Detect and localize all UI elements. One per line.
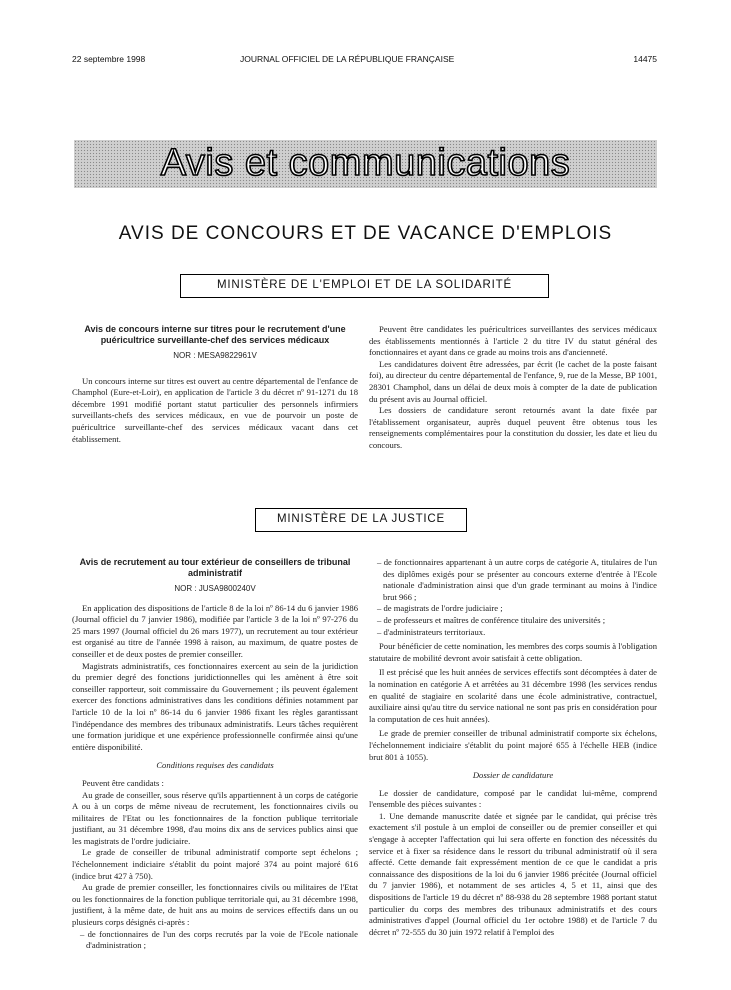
paragraph: Magistrats administratifs, ces fonctionnaires exercent au sein de la juridiction du premier degré des fonctions juridictionnelles qui les amènent à être soit conseiller rapporteur, soit commissaire du Gouvernement ; ils peuvent également exercer des fonctions administratives dans les conditions définies notamment par l'article 10 de la loi nº 86-14 du 6 janvier 1986 fixant les règles garantissant l'indépendance des membres des tribunaux administratifs. Leurs tâches requièrent une formation juridique et une expérience professionnelle confirmée ainsi qu'une entière disponibilité. bbox=[72, 660, 358, 752]
ministry-emploi-title: MINISTÈRE DE L'EMPLOI ET DE LA SOLIDARITÉ bbox=[180, 274, 549, 298]
notice2-nor: NOR : JUSA9800240V bbox=[174, 584, 256, 593]
notice1-title: Avis de concours interne sur titres pour le recrutement d'une puéricultrice surveillante-chef des services médicaux bbox=[84, 324, 346, 345]
list-item: – d'administrateurs territoriaux. bbox=[377, 626, 486, 637]
header-page-number: 14475 bbox=[633, 54, 657, 64]
paragraph: Les dossiers de candidature seront retournés avant la date fixée par l'établissement organisateur, auprès duquel peuvent être obtenus tous les renseignements complémentaires pour la constitution du dossier, les date et lieu du concours. bbox=[369, 405, 657, 450]
page-header bbox=[72, 54, 657, 68]
paragraph: Le grade de premier conseiller de tribunal administratif comporte six échelons, l'échelonnement indiciaire s'établit du point majoré 655 à l'échelle HEB (indice brut 801 à 1055). bbox=[369, 728, 657, 762]
list-item: – de fonctionnaires de l'un des corps recrutés par la voie de l'Ecole nationale d'administration ; bbox=[80, 928, 358, 951]
ministry1-right-column bbox=[369, 324, 657, 452]
paragraph: En application des dispositions de l'article 8 de la loi nº 86-14 du 6 janvier 1986 (Journal officiel du 7 janvier 1986), modifiée par l'article 3 de la loi nº 97-276 du 25 mars 1997 (Journal officiel du 26 mars 1977), un recrutement au tour extérieur est organisé au titre de l'année 1998 à raison, au maximum, de quatre postes de conseiller et de deux postes de premier conseiller. bbox=[72, 602, 358, 659]
header-journal: JOURNAL OFFICIEL DE LA RÉPUBLIQUE FRANÇAISE bbox=[240, 54, 455, 64]
paragraph: Peuvent être candidats : bbox=[82, 777, 164, 788]
paragraph: Il est précisé que les huit années de services effectifs sont décomptées à dater de la nomination en catégorie A et arrêtées au 31 décembre 1998 (les services rendus en qualité de stagiaire en scolarité dans une école administrative, contractuel, auxiliaire ainsi qu'au titre du service national ne sont pas pris en considération pour la computation de ces huit années). bbox=[369, 667, 657, 724]
paragraph: Le dossier de candidature, composé par le candidat lui-même, comprend l'ensemble des pièces suivantes : bbox=[369, 787, 657, 810]
header-date: 22 septembre 1998 bbox=[72, 54, 146, 64]
paragraph: Au grade de conseiller, sous réserve qu'ils appartiennent à un corps de catégorie A ou à un corps de même niveau de recrutement, les fonctionnaires civils ou militaires de l'Etat ou les fonctionnaires de la fonction publique territoriale justifiant, au 31 décembre 1998, d'au moins dix ans de services publics ainsi que les magistrats de l'ordre judiciaire. bbox=[72, 789, 358, 846]
notice2-title: Avis de recrutement au tour extérieur de conseillers de tribunal administratif bbox=[79, 557, 351, 578]
ministry-justice-title: MINISTÈRE DE LA JUSTICE bbox=[255, 508, 467, 532]
conditions-heading: Conditions requises des candidats bbox=[156, 760, 274, 771]
paragraph: Peuvent être candidates les puéricultrices surveillantes des services médicaux des établissements mentionnés à l'article 2 du titre IV du statut général des fonctionnaires et ayant dans ce grade au moins trois ans d'ancienneté. bbox=[369, 324, 657, 358]
list-item: – de fonctionnaires appartenant à un autre corps de catégorie A, titulaires de l'un des diplômes exigés pour se présenter au concours externe d'entrée à l'Ecole nationale d'administration ainsi que d'un grade terminant au moins à l'indice brut 966 ; bbox=[377, 557, 657, 602]
ministry1-left-column bbox=[72, 324, 358, 445]
banner-title: Avis et communications bbox=[160, 142, 571, 184]
list-item: – de professeurs et maîtres de conférence titulaire des universités ; bbox=[377, 614, 606, 625]
section-title: AVIS DE CONCOURS ET DE VACANCE D'EMPLOIS bbox=[118, 223, 613, 244]
paragraph: Au grade de premier conseiller, les fonctionnaires civils ou militaires de l'Etat ou les fonctionnaires de la fonction publique territoriale qui, au 31 décembre 1998, justifient, à la même date, de huit ans au moins de services effectifs dans un ou plusieurs corps désignés ci-après : bbox=[72, 882, 358, 928]
dossier-heading: Dossier de candidature bbox=[472, 770, 554, 781]
ministry2-left-column bbox=[72, 557, 358, 952]
list-item: – de magistrats de l'ordre judiciaire ; bbox=[377, 603, 503, 614]
paragraph: 1. Une demande manuscrite datée et signée par le candidat, qui précise très exactement s'il postule à un emploi de conseiller ou de premier conseiller et qui s'engage à accepter l'affectation qui lui sera offerte en fonction des nécessités du service et à fixer sa résidence dans le ressort du tribunal administratif où il sera affecté. Cette demande fait expressément mention de ce que le candidat a pris connaissance des dispositions de la loi du 6 janvier 1986 précitée (Journal officiel du 7 janvier 1986), et notamment de ses articles 4, 5 et 11, ainsi que des dispositions de l'article 19 du décret nº 88-938 du 28 septembre 1988 portant statut particulier du corps des membres des tribunaux administratifs et des cours administratives d'appel (Journal officiel du 1er octobre 1988) et de l'article 7 du décret nº 72-555 du 30 juin 1972 relatif à l'emploi des bbox=[369, 810, 657, 937]
notice1-nor: NOR : MESA9822961V bbox=[173, 351, 257, 360]
paragraph: Les candidatures doivent être adressées, par écrit (le cachet de la poste faisant foi), au directeur du centre départemental de l'enfance, 9, rue de la Messe, BP 1001, 28301 Champhol, dans un délai de deux mois à compter de la date de publication du présent avis au Journal officiel. bbox=[369, 358, 657, 404]
paragraph: Un concours interne sur titres est ouvert au centre départemental de l'enfance de Champhol (Eure-et-Loir), en application de l'article 3 du décret nº 91-1271 du 18 décembre 1991 modifié portant statut particulier des personnels infirmiers surveillants-chefs des services médicaux, en vue de pourvoir un poste de puéricultrice surveillante-chef des services médicaux vacant dans cet établissement. bbox=[72, 375, 358, 444]
section-banner bbox=[74, 140, 657, 188]
paragraph: Pour bénéficier de cette nomination, les membres des corps soumis à l'obligation statutaire de mobilité devront avoir satisfait à cette obligation. bbox=[369, 641, 657, 663]
paragraph: Le grade de conseiller de tribunal administratif comporte sept échelons ; l'échelonnement indiciaire s'établit du point majoré 374 au point majoré 616 (indice brut 427 à 750). bbox=[72, 847, 358, 881]
ministry2-right-column bbox=[369, 557, 657, 938]
